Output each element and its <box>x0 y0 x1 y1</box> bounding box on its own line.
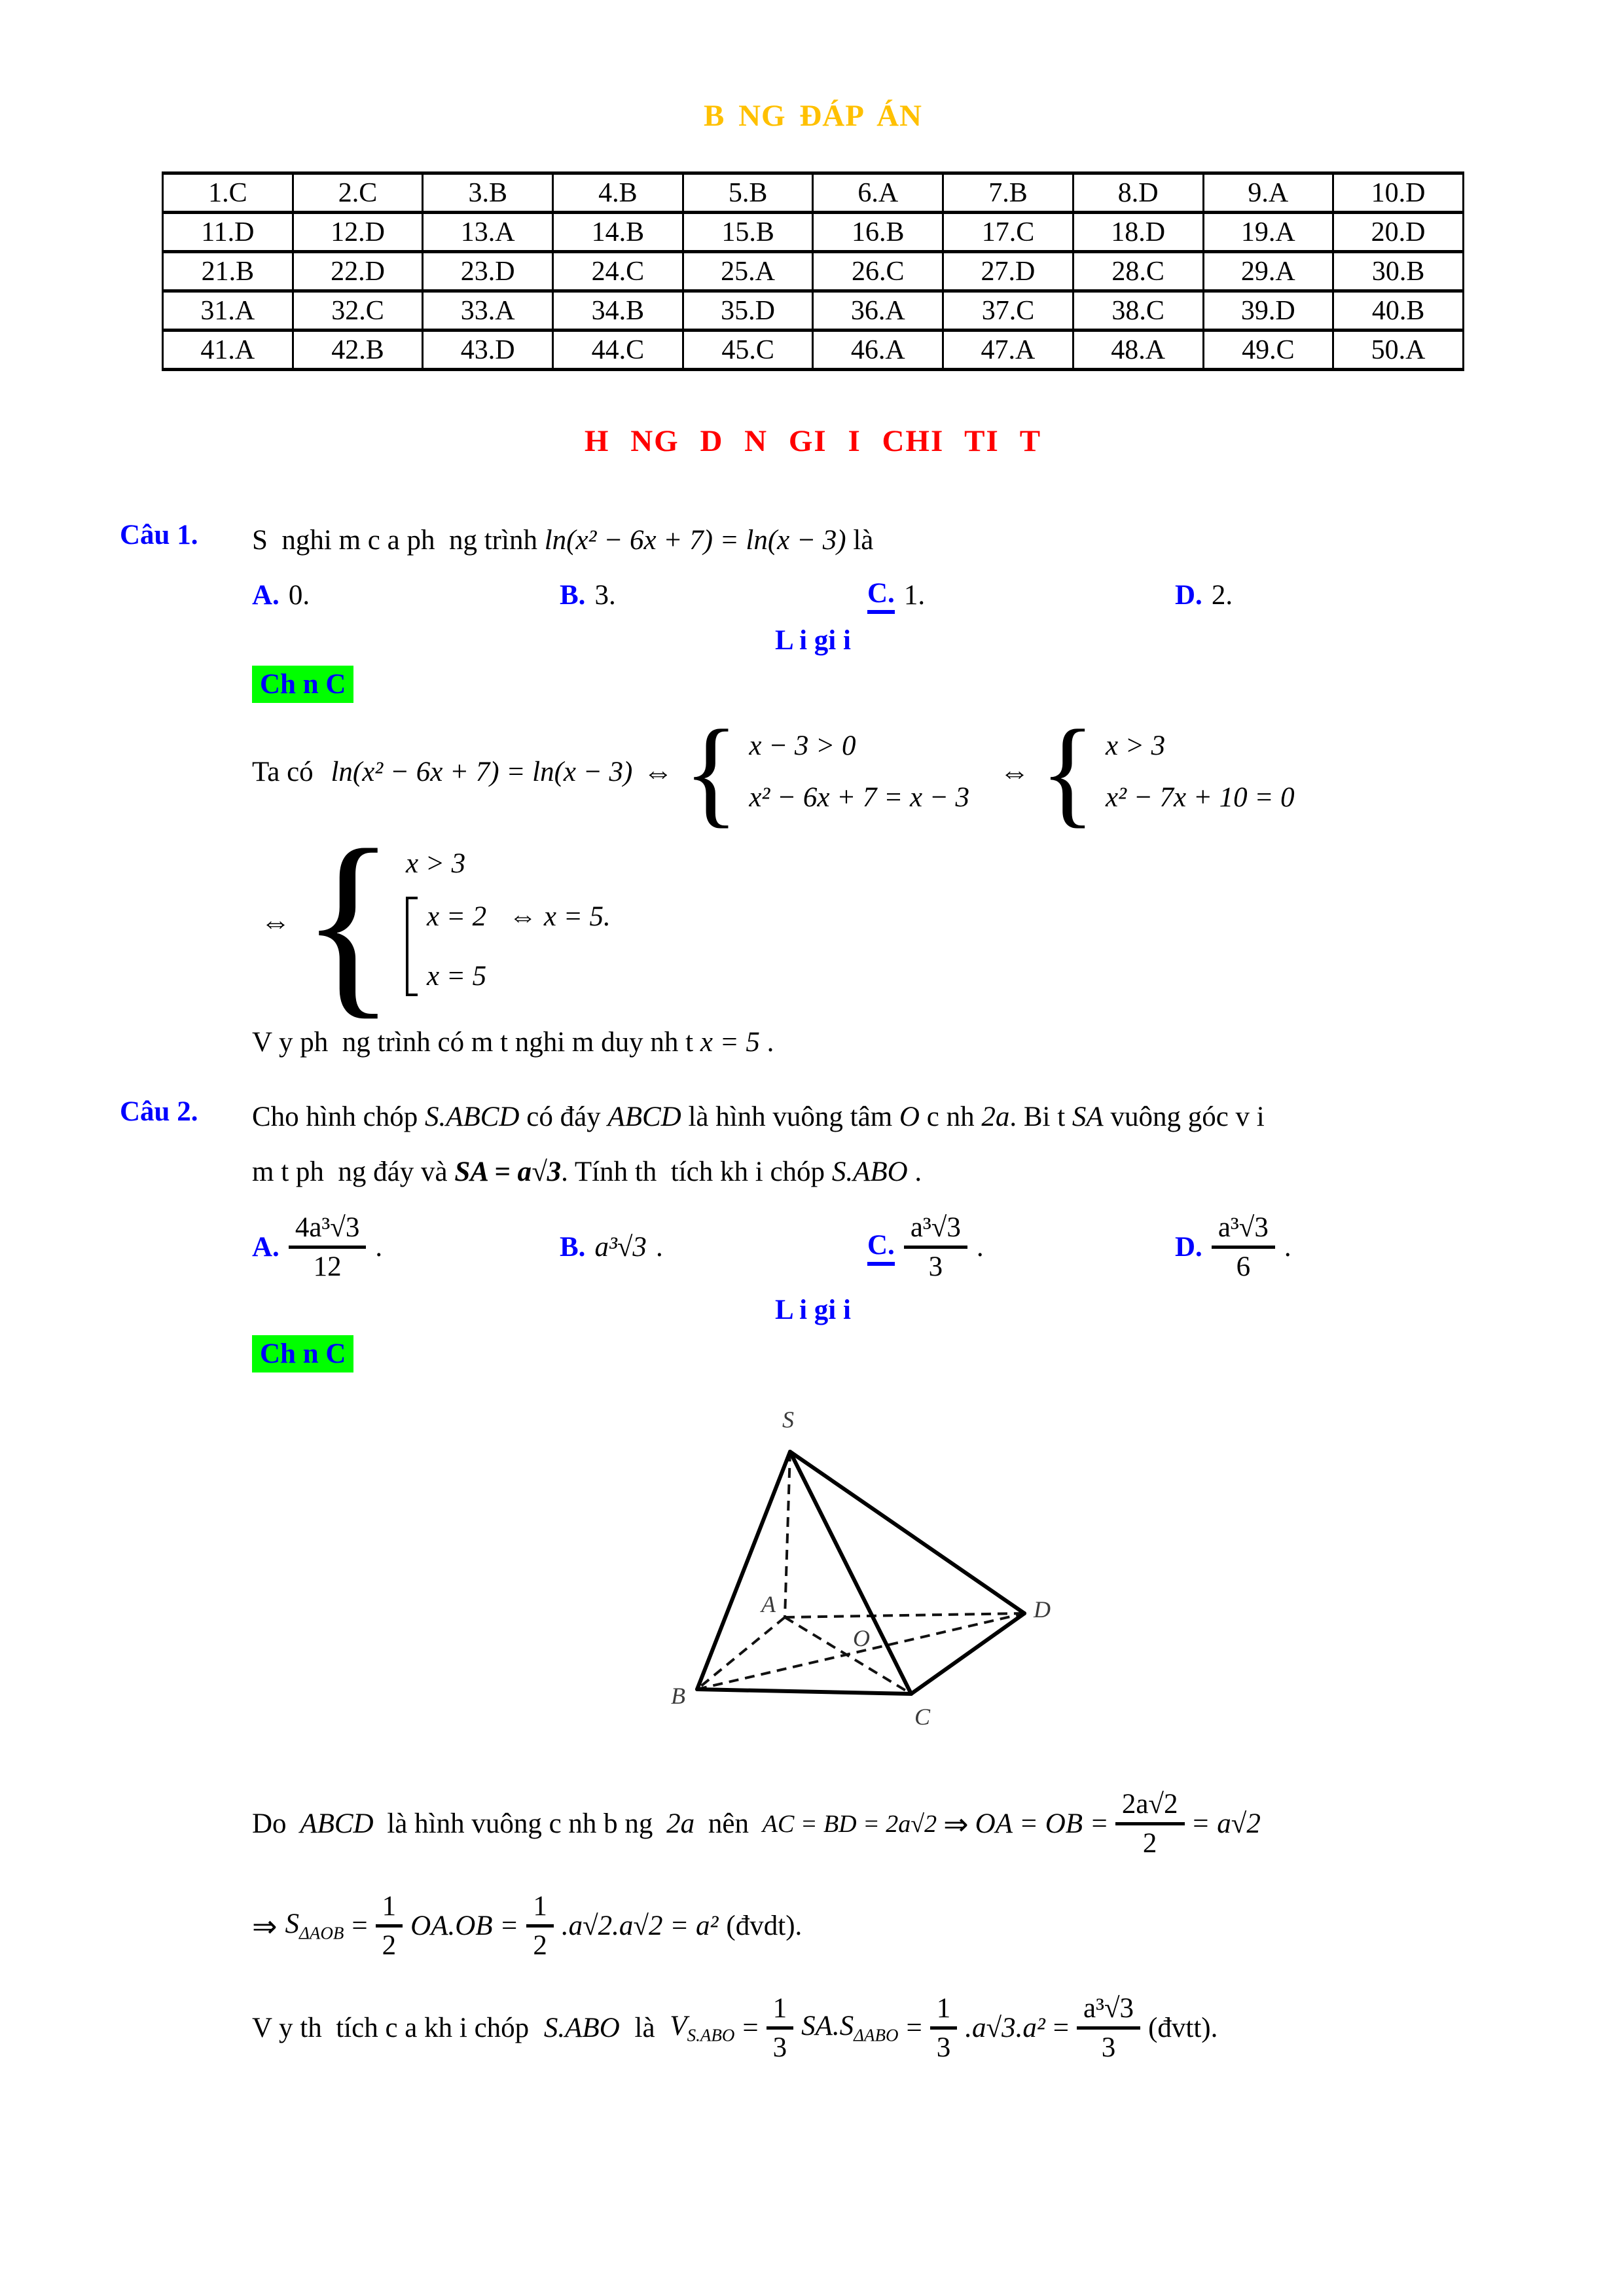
fraction-numerator: 1 <box>376 1890 403 1928</box>
case-condition: x > 3 <box>406 848 466 879</box>
option-d <box>1175 577 1483 614</box>
sol-fraction <box>1115 1788 1185 1860</box>
system-brace: { <box>301 807 395 1036</box>
answer-cell: 15.B <box>683 213 813 252</box>
option-b-period: . <box>655 1232 663 1263</box>
iff-symbol: ⇔ <box>643 755 674 789</box>
fraction-denominator: 3 <box>936 2032 951 2063</box>
sol-math: = a√2 <box>1191 1808 1261 1840</box>
option-c-period: . <box>976 1232 984 1263</box>
answer-cell: 25.A <box>683 252 813 291</box>
answer-cell: 30.B <box>1333 252 1464 291</box>
implies-symbol: ⇒ <box>943 1807 969 1841</box>
fraction-numerator: 2a√2 <box>1115 1788 1185 1825</box>
sol-math: .a√2.a√2 = a² <box>561 1910 719 1942</box>
vertex-label-a: A <box>761 1590 776 1617</box>
question-1 <box>120 519 1506 563</box>
sol-math: ABCD <box>300 1808 374 1840</box>
answer-cell: 47.A <box>943 331 1074 370</box>
system-1-line-2: x² − 6x + 7 = x − 3 <box>749 782 970 814</box>
detailed-solutions-heading: H NG D N GI I CHI TI T <box>584 424 1042 458</box>
question-1-text-after: là <box>846 525 874 556</box>
q2-math: 2a <box>981 1101 1010 1132</box>
answer-cell: 40.B <box>1333 291 1464 331</box>
answer-row <box>163 331 1464 370</box>
sol-math: OA.OB = <box>410 1910 519 1942</box>
sol-text: Do <box>252 1808 294 1840</box>
system-1-line-1: x − 3 > 0 <box>749 730 856 762</box>
question-1-label: Câu 1. <box>120 520 198 550</box>
question-1-text: S nghi m c a ph ng trình <box>252 525 545 556</box>
fraction-denominator: 3 <box>928 1251 943 1283</box>
q2-text: . Tính th tích kh i chóp <box>561 1157 832 1188</box>
answer-cell: 17.C <box>943 213 1074 252</box>
answer-cell: 43.D <box>423 331 553 370</box>
vertex-label-b: B <box>671 1682 685 1709</box>
answer-row <box>163 252 1464 291</box>
answer-cell: 31.A <box>163 291 293 331</box>
equals: = <box>742 2012 759 2043</box>
answer-cell: 19.A <box>1203 213 1333 252</box>
q2-math: S.ABCD <box>424 1101 520 1132</box>
solution-heading-2: L i gi i <box>775 1294 851 1325</box>
question-2 <box>120 1096 1506 1194</box>
sol-text: là <box>627 2012 662 2043</box>
answer-cell: 3.B <box>423 173 553 213</box>
sol-fraction <box>767 1992 794 2064</box>
answer-cell: 9.A <box>1203 173 1333 213</box>
option-c-correct <box>867 577 1175 614</box>
pyramid-figure <box>120 1390 1506 1750</box>
answer-cell: 38.C <box>1073 291 1203 331</box>
option-a-fraction <box>289 1211 367 1283</box>
answer-cell: 20.D <box>1333 213 1464 252</box>
answer-cell: 42.B <box>293 331 423 370</box>
option-a-period: . <box>375 1232 383 1263</box>
equals: = <box>906 2012 922 2043</box>
option-d <box>1175 1211 1483 1283</box>
conclusion-equation: x = 5 <box>700 1027 760 1058</box>
case-bracket <box>406 897 418 996</box>
option-b <box>560 577 867 614</box>
equals: = <box>352 1910 368 1942</box>
answer-cell: 41.A <box>163 331 293 370</box>
answer-cell: 36.A <box>813 291 943 331</box>
fraction-denominator: 2 <box>1142 1828 1157 1859</box>
option-b-value: 3. <box>594 580 616 611</box>
option-c-label: C. <box>867 577 895 614</box>
sol-text: nên <box>701 1808 756 1840</box>
fraction-denominator: 2 <box>382 1930 397 1962</box>
answer-cell: 16.B <box>813 213 943 252</box>
answer-cell: 7.B <box>943 173 1074 213</box>
answer-cell: 10.D <box>1333 173 1464 213</box>
option-c-fraction <box>904 1211 967 1283</box>
answer-cell: 8.D <box>1073 173 1203 213</box>
answer-cell: 23.D <box>423 252 553 291</box>
unit-label: (đvtt). <box>1148 2012 1218 2043</box>
option-a-label: A. <box>252 580 280 611</box>
answer-cell: 49.C <box>1203 331 1333 370</box>
option-d-label: D. <box>1175 580 1202 611</box>
answer-cell: 44.C <box>553 331 683 370</box>
question-1-equation: ln(x² − 6x + 7) = ln(x − 3) <box>544 525 846 556</box>
conclusion-text: V y ph ng trình có m t nghi m duy nh t <box>252 1027 700 1058</box>
question-2-label: Câu 2. <box>120 1096 198 1127</box>
option-a-label: A. <box>252 1232 280 1263</box>
fraction-denominator: 3 <box>772 2032 787 2063</box>
answer-cell: 26.C <box>813 252 943 291</box>
equals: = <box>1053 2012 1069 2043</box>
solution-1-derivation <box>252 704 1506 838</box>
fraction-denominator: 2 <box>533 1930 547 1962</box>
answer-cell: 50.A <box>1333 331 1464 370</box>
solution-2-line-2 <box>252 1890 1506 1962</box>
option-b-value: a³√3 <box>594 1232 647 1263</box>
sol-text: là hình vuông c nh b ng <box>380 1808 660 1840</box>
fraction-numerator: 1 <box>526 1890 554 1928</box>
answer-cell: 12.D <box>293 213 423 252</box>
q2-math: O <box>899 1101 920 1132</box>
option-d-period: . <box>1284 1232 1291 1263</box>
q2-text: c nh <box>919 1101 982 1132</box>
option-a <box>252 1211 560 1283</box>
answer-cell: 48.A <box>1073 331 1203 370</box>
answer-cell: 5.B <box>683 173 813 213</box>
sol-fraction <box>376 1890 403 1962</box>
chosen-answer-2: Ch n C <box>252 1335 353 1372</box>
implies-symbol: ⇒ <box>252 1909 278 1943</box>
q2-sa-equation: SA = a√3 <box>454 1157 562 1188</box>
answer-cell: 33.A <box>423 291 553 331</box>
answer-cell: 18.D <box>1073 213 1203 252</box>
sol-fraction <box>1077 1992 1140 2064</box>
answer-cell: 27.D <box>943 252 1074 291</box>
option-d-label: D. <box>1175 1232 1202 1263</box>
case-root-2: x = 5 <box>427 960 487 992</box>
answer-cell: 32.C <box>293 291 423 331</box>
question-2-text-line-1 <box>252 1096 1506 1139</box>
fraction-denominator: 12 <box>313 1251 342 1283</box>
sol-math: S.ABO <box>543 2012 620 2043</box>
sol-math: AC = BD = 2a√2 <box>762 1810 937 1838</box>
question-2-text-line-2 <box>252 1151 1506 1194</box>
fraction-numerator: a³√3 <box>1212 1211 1275 1249</box>
option-b-label: B. <box>560 580 586 611</box>
answer-cell: 39.D <box>1203 291 1333 331</box>
answer-cell: 24.C <box>553 252 683 291</box>
answer-cell: 21.B <box>163 252 293 291</box>
solution-1-case-split <box>261 807 1506 1036</box>
q2-text: có đáy <box>519 1101 608 1132</box>
answer-cell: 45.C <box>683 331 813 370</box>
vertex-label-d: D <box>1034 1596 1051 1623</box>
answer-cell: 4.B <box>553 173 683 213</box>
system-2-line-2: x² − 7x + 10 = 0 <box>1106 782 1295 814</box>
answer-row <box>163 291 1464 331</box>
option-c-correct <box>867 1211 1175 1283</box>
answer-cell: 22.D <box>293 252 423 291</box>
q2-math: S.ABO <box>831 1157 908 1188</box>
q2-text: . <box>907 1157 922 1188</box>
option-b <box>560 1231 867 1263</box>
system-brace: { <box>1040 704 1096 838</box>
answer-cell: 28.C <box>1073 252 1203 291</box>
sol-fraction <box>526 1890 554 1962</box>
answer-cell: 35.D <box>683 291 813 331</box>
answer-table-title: B NG ĐÁP ÁN <box>704 99 922 133</box>
option-a-value: 0. <box>288 580 310 611</box>
iff-symbol: ⇔ <box>1000 755 1030 789</box>
answer-cell: 1.C <box>163 173 293 213</box>
volume-symbol: $V_{S.ABO}$ <box>670 2011 735 2045</box>
q2-text: vuông góc v i <box>1103 1101 1265 1132</box>
question-2-options <box>252 1211 1506 1283</box>
sol-math: $SA.S_{\Delta ABO}$ <box>801 2011 899 2045</box>
answer-cell: 37.C <box>943 291 1074 331</box>
option-d-fraction <box>1212 1211 1275 1283</box>
fraction-numerator: 4a³√3 <box>289 1211 367 1249</box>
answer-cell: 13.A <box>423 213 553 252</box>
answer-table <box>162 171 1464 371</box>
q2-math: SA <box>1072 1101 1104 1132</box>
vertex-label-c: C <box>914 1703 931 1730</box>
fraction-denominator: 3 <box>1101 2032 1116 2063</box>
question-1-options <box>252 577 1506 614</box>
fraction-numerator: a³√3 <box>1077 1992 1140 2030</box>
option-c-value: 1. <box>903 580 926 611</box>
vertex-label-s: S <box>782 1406 794 1433</box>
answer-cell: 11.D <box>163 213 293 252</box>
case-root-1: x = 2 <box>427 901 487 932</box>
sol-fraction <box>930 1992 958 2064</box>
answer-cell: 29.A <box>1203 252 1333 291</box>
option-c-label: C. <box>867 1229 895 1266</box>
iff-symbol: ⇔ <box>261 905 291 939</box>
unit-label: (đvdt). <box>726 1910 803 1942</box>
solution-2-line-3 <box>252 1992 1506 2064</box>
fraction-numerator: a³√3 <box>904 1211 967 1249</box>
q2-text: m t ph ng đáy và <box>252 1157 455 1188</box>
sol-math: OA = OB = <box>975 1808 1109 1840</box>
option-b-label: B. <box>560 1232 586 1263</box>
answer-row <box>163 173 1464 213</box>
q2-text: là hình vuông tâm <box>681 1101 899 1132</box>
conclusion-period: . <box>759 1027 774 1058</box>
fraction-numerator: 1 <box>930 1992 958 2030</box>
taco-equation: ln(x² − 6x + 7) = ln(x − 3) <box>331 756 633 787</box>
answer-row <box>163 213 1464 252</box>
fraction-denominator: 6 <box>1236 1251 1251 1283</box>
system-brace: { <box>683 704 739 838</box>
solution-heading-1: L i gi i <box>775 624 851 656</box>
chosen-answer-1: Ch n C <box>252 666 353 703</box>
answer-cell: 14.B <box>553 213 683 252</box>
answer-cell: 2.C <box>293 173 423 213</box>
solution-1-conclusion <box>252 1022 1506 1064</box>
option-d-value: 2. <box>1211 580 1233 611</box>
q2-math: ABCD <box>607 1101 681 1132</box>
answer-cell: 46.A <box>813 331 943 370</box>
answer-cell: 34.B <box>553 291 683 331</box>
sol-text: V y th tích c a kh i chóp <box>252 2012 536 2043</box>
fraction-numerator: 1 <box>767 1992 794 2030</box>
answer-cell: 6.A <box>813 173 943 213</box>
system-2-line-1: x > 3 <box>1106 730 1166 762</box>
center-label-o: O <box>853 1624 870 1651</box>
q2-text: Cho hình chóp <box>252 1101 425 1132</box>
option-a <box>252 577 560 614</box>
q2-text: . Bi t <box>1009 1101 1072 1132</box>
sol-math: 2a <box>666 1808 695 1840</box>
taco-text: Ta có <box>252 756 321 787</box>
sol-math: .a√3.a² <box>965 2012 1045 2043</box>
solution-2-line-1 <box>252 1788 1506 1860</box>
area-symbol: $S_{\Delta AOB}$ <box>285 1909 344 1943</box>
case-result: ⇔ x = 5. <box>509 901 611 932</box>
